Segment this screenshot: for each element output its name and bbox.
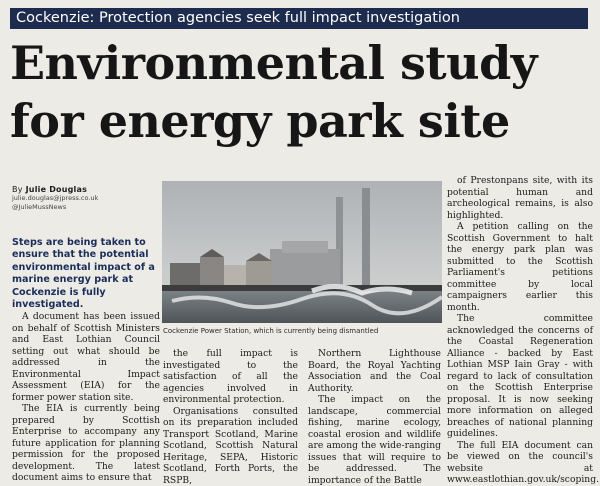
article-column-2: [163, 348, 298, 486]
paragraph: A document has been issued on behalf of Scottish Ministers and East Lothian Council setting out what should be addressed in the Environmental Impact Assessment (EIA) for the former power station site.: [12, 311, 160, 403]
byline-author-line: [12, 185, 152, 194]
paragraph: The full EIA document can be viewed on the council's website at www.eastlothian.gov.uk/scoping.: [447, 440, 593, 486]
byline-email: julie.douglas@jpress.co.uk: [12, 194, 152, 203]
byline-prefix: By: [12, 185, 23, 194]
paragraph: The impact on the landscape, commercial fishing, marine ecology, coastal erosion and wildlife are among the wide-ranging issues that will require to be addressed. The importance of the Battle: [308, 394, 441, 486]
lead-paragraph: Steps are being taken to ensure that the potential environmental impact of a marine energy park at Cockenzie is fully investigated.: [12, 237, 157, 311]
paragraph: A petition calling on the Scottish Government to halt the energy park plan was submitted to the Scottish Parliament's petitions committee by local campaigners earlier this month.: [447, 221, 593, 313]
headline: [10, 34, 595, 150]
paragraph: The committee acknowledged the concerns of the Coastal Regeneration Alliance - backed by East Lothian MSP Iain Gray - with regard to lack of consultation on the Scottish Enterprise proposal. It is now seeking more information on alleged breaches of national planning guidelines.: [447, 313, 593, 440]
paragraph: the full impact is investigated to the satisfaction of all the agencies involved in environmental protection.: [163, 348, 298, 406]
kicker-banner: Cockenzie: Protection agencies seek full impact investigation: [10, 8, 588, 29]
article-column-3: [308, 348, 441, 486]
headline-line-1: Environmental study: [10, 34, 595, 92]
paragraph: Northern Lighthouse Board, the Royal Yachting Association and the Coal Authority.: [308, 348, 441, 394]
paragraph: The EIA is currently being prepared by Scottish Enterprise to accompany any future application for planning permission for the proposed development. The latest document aims to ensure that: [12, 403, 160, 484]
headline-line-2: for energy park site: [10, 92, 595, 150]
power-station-photo-icon: [162, 181, 442, 323]
photo-caption: Cockenzie Power Station, which is currently being dismantled: [163, 327, 443, 335]
power-station-photo: [162, 181, 442, 323]
paragraph: Organisations consulted on its preparation included Transport Scotland, Marine Scotland, Scottish Natural Heritage, SEPA, Historic Scotland, Forth Ports, the RSPB,: [163, 406, 298, 486]
paragraph: of Prestonpans site, with its potential human and archeological remains, is also highlighted.: [447, 175, 593, 221]
article-column-1: [12, 311, 160, 484]
byline-author: Julie Douglas: [26, 185, 87, 194]
byline-twitter: @JulieMussNews: [12, 203, 152, 212]
article-column-4: [447, 175, 593, 486]
byline: [12, 185, 152, 212]
